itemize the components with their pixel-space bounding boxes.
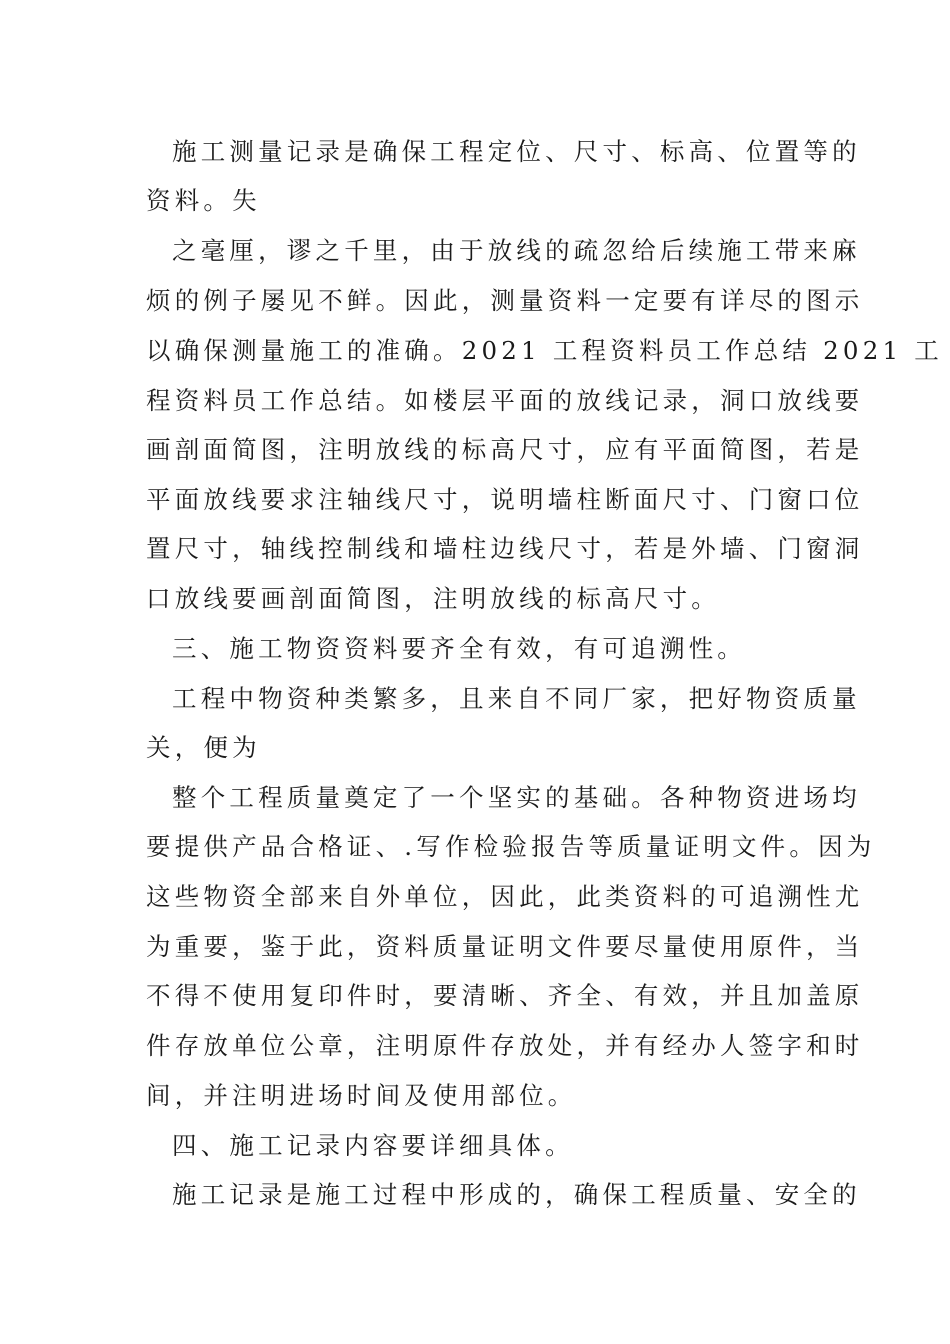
text-line: 置尺寸，轴线控制线和墙柱边线尺寸，若是外墙、门窗洞: [146, 534, 864, 563]
text-line: 口放线要画剖面简图，注明放线的标高尺寸。: [146, 584, 720, 613]
text-line: 之毫厘，谬之千里，由于放线的疏忽给后续施工带来麻: [172, 236, 861, 265]
text-line: 平面放线要求注轴线尺寸，说明墙柱断面尺寸、门窗口位: [146, 485, 864, 514]
text-line: 画剖面简图，注明放线的标高尺寸，应有平面简图，若是: [146, 435, 864, 464]
text-line: 关，便为: [146, 733, 261, 762]
section-heading: 三、施工物资资料要齐全有效，有可追溯性。: [172, 634, 746, 663]
text-line: 不得不使用复印件时，要清晰、齐全、有效，并且加盖原: [146, 981, 864, 1010]
text-line: 资料。失: [146, 186, 261, 215]
section-heading: 四、施工记录内容要详细具体。: [172, 1131, 574, 1160]
text-line: 烦的例子屡见不鲜。因此，测量资料一定要有详尽的图示: [146, 286, 864, 315]
text-line: 件存放单位公章，注明原件存放处，并有经办人签字和时: [146, 1031, 864, 1060]
text-line: 以确保测量施工的准确。2021 工程资料员工作总结 2021 工: [146, 336, 943, 365]
text-line: 为重要，鉴于此，资料质量证明文件要尽量使用原件，当: [146, 932, 864, 961]
text-line: 程资料员工作总结。如楼层平面的放线记录，洞口放线要: [146, 386, 864, 415]
text-line: 施工记录是施工过程中形成的，确保工程质量、安全的: [172, 1180, 861, 1209]
text-line: 间，并注明进场时间及使用部位。: [146, 1081, 577, 1110]
text-line: 整个工程质量奠定了一个坚实的基础。各种物资进场均: [172, 783, 861, 812]
text-line: 施工测量记录是确保工程定位、尺寸、标高、位置等的: [172, 137, 861, 166]
text-line: 要提供产品合格证、.写作检验报告等质量证明文件。因为: [146, 832, 876, 861]
text-line: 工程中物资种类繁多，且来自不同厂家，把好物资质量: [172, 684, 861, 713]
text-line: 这些物资全部来自外单位，因此，此类资料的可追溯性尤: [146, 882, 864, 911]
